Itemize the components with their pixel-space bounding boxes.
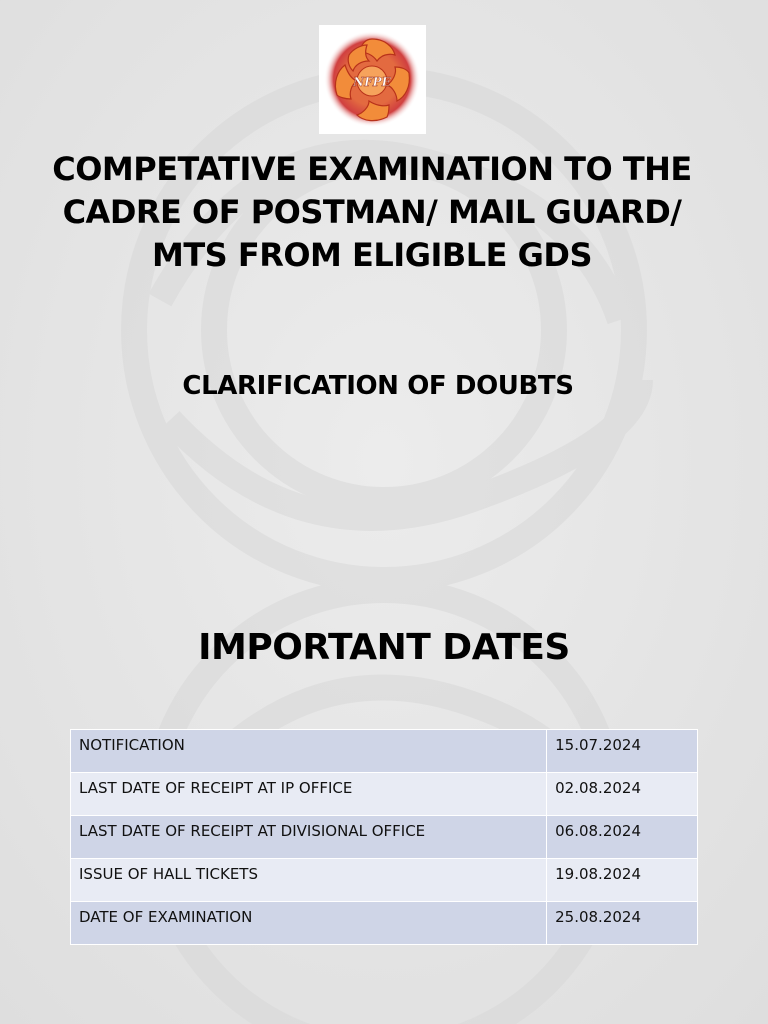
date-cell: 06.08.2024 [547,816,698,859]
table-row [71,730,698,773]
nfpe-logo-icon [319,25,426,134]
event-cell: NOTIFICATION [71,730,547,773]
page-title: COMPETATIVE EXAMINATION TO THE CADRE OF POSTMAN/ MAIL GUARD/ MTS FROM ELIGIBLE GDS [52,150,692,274]
event-cell: DATE OF EXAMINATION [71,902,547,945]
date-cell: 02.08.2024 [547,773,698,816]
event-cell: LAST DATE OF RECEIPT AT DIVISIONAL OFFICE [71,816,547,859]
table-row [71,859,698,902]
table-row [71,816,698,859]
table-row [71,902,698,945]
important-dates-table [70,729,698,945]
logo [319,25,426,134]
date-cell: 15.07.2024 [547,730,698,773]
table-row [71,773,698,816]
event-cell: LAST DATE OF RECEIPT AT IP OFFICE [71,773,547,816]
event-cell: ISSUE OF HALL TICKETS [71,859,547,902]
page-subtitle: CLARIFICATION OF DOUBTS [182,371,574,401]
date-cell: 19.08.2024 [547,859,698,902]
svg-text:NFPE: NFPE [353,75,391,89]
important-dates-heading: IMPORTANT DATES [198,627,570,668]
date-cell: 25.08.2024 [547,902,698,945]
